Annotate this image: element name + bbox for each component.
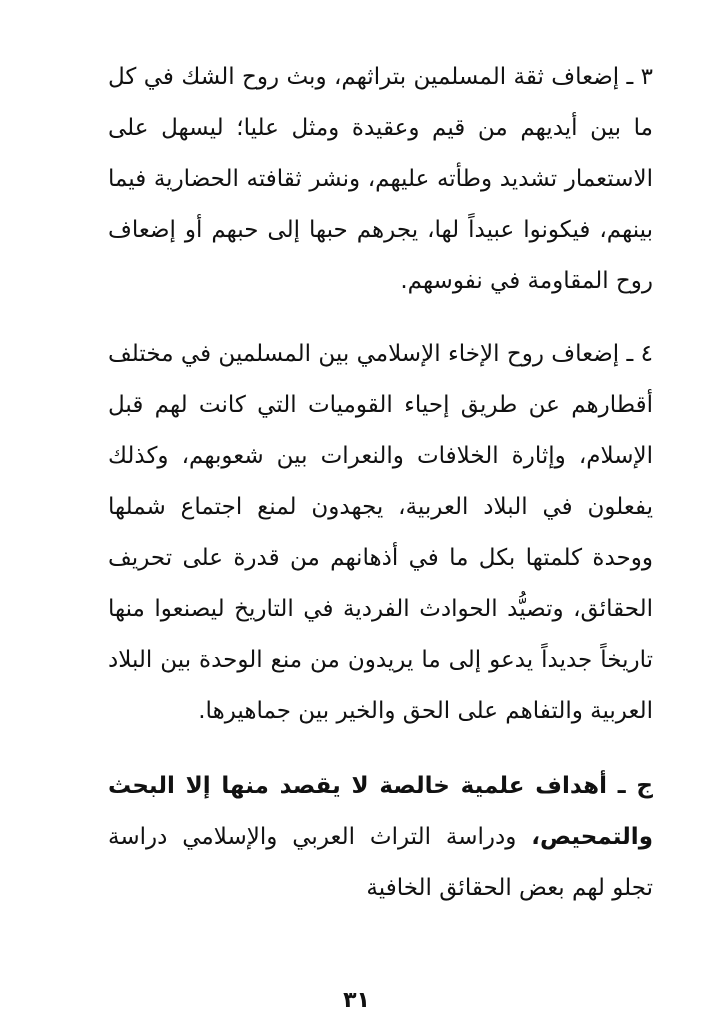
paragraph-text: ودراسة التراث العربي والإسلامي دراسة تجلو لهم بعض الحقائق الخافية bbox=[108, 824, 653, 901]
page-body bbox=[108, 52, 653, 914]
paragraph-point-4 bbox=[108, 329, 653, 737]
page-number: ٣١ bbox=[343, 988, 370, 1013]
paragraph-section-c bbox=[108, 761, 653, 914]
section-heading: ج ـ أهداف علمية خالصة لا يقصد منها إلا البحث والتمحيص، bbox=[108, 773, 653, 850]
paragraph-text: ٣ ـ إضعاف ثقة المسلمين بتراثهم، وبث روح الشك في كل ما بين أيديهم من قيم وعقيدة ومثل عليا؛ ليسهل على الاستعمار تشديد وطأته عليهم، ونشر ثقافته الحضارية فيما بينهم، فيكونوا عبيداً لها، يجرهم حبها إلى حبهم أو إضعاف روح المقاومة في نفوسهم. bbox=[108, 64, 653, 294]
paragraph-text: ٤ ـ إضعاف روح الإخاء الإسلامي بين المسلمين في مختلف أقطارهم عن طريق إحياء القوميات التي كانت لهم قبل الإسلام، وإثارة الخلافات والنعرات بين شعوبهم، وكذلك يفعلون في البلاد العربية، يجهدون لمنع اجتماع شملها ووحدة كلمتها بكل ما في أذهانهم من قدرة على تحريف الحقائق، وتصيُّد الحوادث الفردية في التاريخ ليصنعوا منها تاريخاً جديداً يدعو إلى ما يريدون من منع الوحدة بين البلاد العربية والتفاهم على الحق والخير بين جماهيرها. bbox=[108, 341, 653, 724]
paragraph-point-3 bbox=[108, 52, 653, 307]
